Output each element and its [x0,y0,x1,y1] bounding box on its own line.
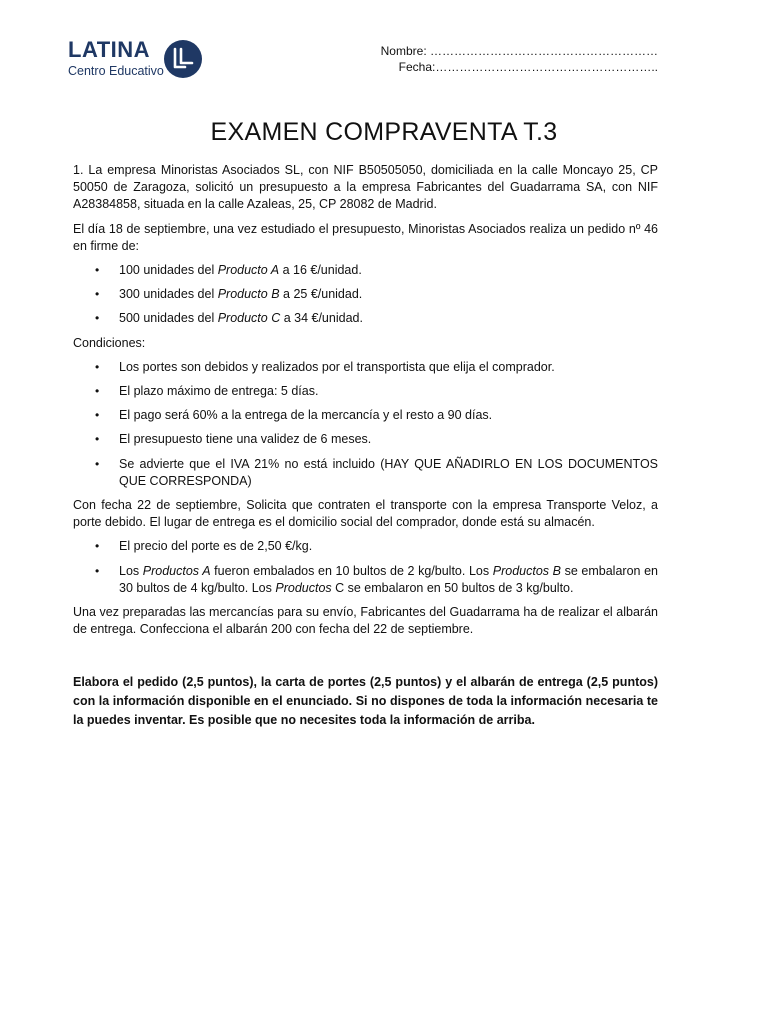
product-name: Producto C [217,311,281,326]
product-name: Productos A [142,563,211,578]
list-item [73,359,658,376]
product-price: a 34 €/unidad. [280,311,363,326]
condition-text: El plazo máximo de entrega: 5 días. [119,384,319,399]
order-paragraph: El día 18 de septiembre, una vez estudiado el presupuesto, Minoristas Asociados realiza un pedido nº 46 en firme de: [73,221,658,253]
exam-body [73,162,658,737]
list-item [73,383,658,400]
nombre-field[interactable]: Nombre: ………………………………………………… [380,44,658,58]
task-instructions: Elabora el pedido (2,5 puntos), la carta de portes (2,5 puntos) y el albarán de entrega (2,5 puntos) con la información disponible en el enunciado. Si no dispones de toda la información necesaria te la puedes inventar. Es posible que no necesites toda la información de arriba. [73,675,658,728]
transport-list [73,538,658,597]
product-name: Productos [275,580,332,595]
condition-text: El presupuesto tiene una validez de 6 meses. [119,432,372,447]
fecha-field[interactable]: Fecha:……………………………………………….. [398,60,658,74]
condition-text: Se advierte que el IVA 21% no está incluido (HAY QUE AÑADIRLO EN LOS DOCUMENTOS QUE CORRESPONDA) [119,456,658,488]
list-item [73,286,658,303]
list-item [73,456,658,490]
bullet-icon: • [95,311,100,326]
packing-text: fueron embalados en 10 bultos de 2 kg/bulto. Los [210,563,493,578]
bullet-icon: • [95,359,100,374]
bullet-icon: • [95,539,100,554]
product-text: 500 unidades del [119,311,218,326]
packing-text: se embalaron en 30 bultos de 4 kg/bulto. Los [119,563,659,595]
product-price: a 16 €/unidad. [279,263,362,278]
bullet-icon: • [95,456,100,471]
list-item [73,310,658,327]
conditions-heading: Condiciones: [73,335,146,350]
bullet-icon: • [95,432,100,447]
list-item [73,407,658,424]
packing-text: Los [119,563,143,578]
conditions-list [73,359,658,490]
page-title: EXAMEN COMPRAVENTA T.3 [210,118,558,146]
condition-text: El pago será 60% a la entrega de la mercancía y el resto a 90 días. [119,408,493,423]
bullet-icon: • [95,563,100,578]
bullet-icon: • [95,384,100,399]
list-item [73,262,658,279]
transport-paragraph: Con fecha 22 de septiembre, Solicita que contraten el transporte con la empresa Transporte Veloz, a porte debido. El lugar de entrega es el domicilio social del comprador, donde está su almacén. [73,498,658,530]
packing-text: C se embalaron en 50 bultos de 3 kg/bulto. [331,580,574,595]
product-text: 100 unidades del [119,263,218,278]
logo-mark-icon [164,40,202,78]
product-name: Productos B [492,563,561,578]
product-name: Producto B [217,287,280,302]
intro-paragraph: 1. La empresa Minoristas Asociados SL, con NIF B50505050, domiciliada en la calle Moncayo 25, CP 50050 de Zaragoza, solicitó un presupuesto a la empresa Fabricantes del Guadarrama SA, con NIF A28384858, situada en la calle Azaleas, 25, CP 28082 de Madrid. [73,163,658,212]
product-name: Producto A [217,263,280,278]
list-item [73,538,658,555]
bullet-icon: • [95,287,100,302]
list-item [73,563,658,597]
spacer [73,645,658,673]
bullet-icon: • [95,263,100,278]
logo-name: LATINA [68,37,151,62]
product-price: a 25 €/unidad. [279,287,363,302]
delivery-paragraph: Una vez preparadas las mercancías para su envío, Fabricantes del Guadarrama ha de realizar el albarán de entrega. Confecciona el albarán 200 con fecha del 22 de septiembre. [73,605,658,637]
list-item [73,431,658,448]
school-logo [68,38,208,82]
condition-text: Los portes son debidos y realizados por el transportista que elija el comprador. [119,359,555,374]
logo-subtitle: Centro Educativo [68,64,164,78]
bullet-icon: • [95,408,100,423]
student-fields [381,43,658,75]
product-list [73,262,658,328]
product-text: 300 unidades del [119,287,218,302]
transport-price: El precio del porte es de 2,50 €/kg. [119,539,313,554]
